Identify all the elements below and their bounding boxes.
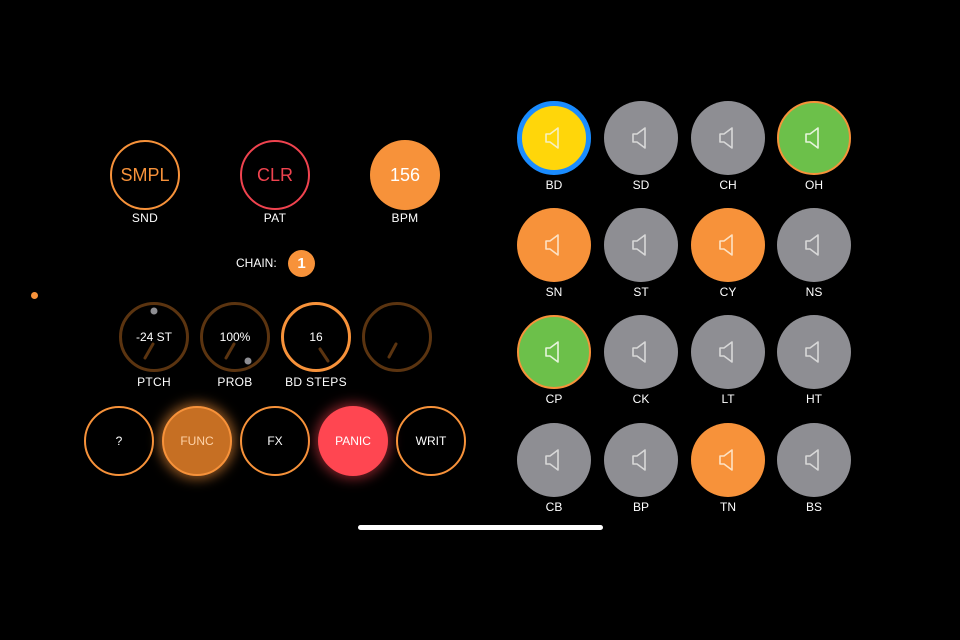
chain-badge[interactable] xyxy=(288,250,315,277)
pad-sd[interactable] xyxy=(604,101,678,175)
speaker-icon xyxy=(626,445,656,475)
status-dot xyxy=(31,292,38,299)
speaker-icon xyxy=(799,337,829,367)
pad-bd[interactable] xyxy=(517,101,591,175)
pad-label-lt: LT xyxy=(721,392,735,406)
pad-st[interactable] xyxy=(604,208,678,282)
unassigned-knob[interactable] xyxy=(362,302,432,372)
speaker-icon xyxy=(799,230,829,260)
pad-label-st: ST xyxy=(633,285,649,299)
speaker-icon xyxy=(539,123,569,153)
speaker-icon xyxy=(626,123,656,153)
pad-ck[interactable] xyxy=(604,315,678,389)
pad-ch[interactable] xyxy=(691,101,765,175)
pitch-knob-value: -24 ST xyxy=(135,330,172,344)
pad-oh[interactable] xyxy=(777,101,851,175)
speaker-icon xyxy=(626,230,656,260)
pad-label-ch: CH xyxy=(719,178,737,192)
pad-label-sn: SN xyxy=(545,285,563,299)
pad-ht[interactable] xyxy=(777,315,851,389)
bpm-button[interactable] xyxy=(370,140,440,210)
probability-knob-value: 100% xyxy=(219,330,251,344)
pad-label-ns: NS xyxy=(805,285,823,299)
steps-caption: BD STEPS xyxy=(285,375,347,389)
pad-cb[interactable] xyxy=(517,423,591,497)
chain-label: CHAIN: xyxy=(236,256,277,270)
clear-button[interactable] xyxy=(240,140,310,210)
pad-cy[interactable] xyxy=(691,208,765,282)
function-button[interactable] xyxy=(162,406,232,476)
pattern-caption: PAT xyxy=(263,211,287,225)
pitch-caption: PTCH xyxy=(137,375,171,389)
pad-label-sd: SD xyxy=(632,178,650,192)
pad-label-bs: BS xyxy=(805,500,822,514)
speaker-icon xyxy=(539,230,569,260)
pad-label-tn: TN xyxy=(720,500,736,514)
sample-button[interactable] xyxy=(110,140,180,210)
chain-value: 1 xyxy=(297,255,306,272)
pad-sn[interactable] xyxy=(517,208,591,282)
pad-label-bd: BD xyxy=(545,178,563,192)
pad-label-oh: OH xyxy=(805,178,823,192)
speaker-icon xyxy=(539,445,569,475)
pad-cp[interactable] xyxy=(517,315,591,389)
fx-button[interactable] xyxy=(240,406,310,476)
probability-caption: PROB xyxy=(217,375,253,389)
pad-label-ck: CK xyxy=(632,392,650,406)
speaker-icon xyxy=(539,337,569,367)
pad-bp[interactable] xyxy=(604,423,678,497)
bpm-caption: BPM xyxy=(391,211,419,225)
bpm-value: 156 xyxy=(389,164,421,185)
speaker-icon xyxy=(799,123,829,153)
speaker-icon xyxy=(713,445,743,475)
pad-label-cp: CP xyxy=(545,392,563,406)
help-button[interactable] xyxy=(84,406,154,476)
steps-knob[interactable] xyxy=(281,302,351,372)
speaker-icon xyxy=(626,337,656,367)
help-button-label: ? xyxy=(115,434,123,448)
unassigned-knob-indicator xyxy=(365,305,435,375)
pad-label-bp: BP xyxy=(632,500,649,514)
pad-label-ht: HT xyxy=(806,392,822,406)
pad-tn[interactable] xyxy=(691,423,765,497)
pad-label-cb: CB xyxy=(545,500,563,514)
sample-button-label: SMPL xyxy=(120,164,170,185)
pitch-knob[interactable] xyxy=(119,302,189,372)
speaker-icon xyxy=(713,337,743,367)
probability-knob[interactable] xyxy=(200,302,270,372)
home-indicator xyxy=(358,525,603,530)
panic-button-label: PANIC xyxy=(335,434,371,448)
steps-knob-value: 16 xyxy=(309,330,323,344)
pad-bs[interactable] xyxy=(777,423,851,497)
panic-button[interactable] xyxy=(318,406,388,476)
write-button-label: WRIT xyxy=(415,434,447,448)
write-button[interactable] xyxy=(396,406,466,476)
pad-label-cy: CY xyxy=(719,285,737,299)
pad-ns[interactable] xyxy=(777,208,851,282)
pad-lt[interactable] xyxy=(691,315,765,389)
clear-button-label: CLR xyxy=(256,164,293,185)
sound-caption: SND xyxy=(131,211,159,225)
speaker-icon xyxy=(713,123,743,153)
function-button-label: FUNC xyxy=(180,434,214,448)
speaker-icon xyxy=(799,445,829,475)
speaker-icon xyxy=(713,230,743,260)
fx-button-label: FX xyxy=(267,434,283,448)
